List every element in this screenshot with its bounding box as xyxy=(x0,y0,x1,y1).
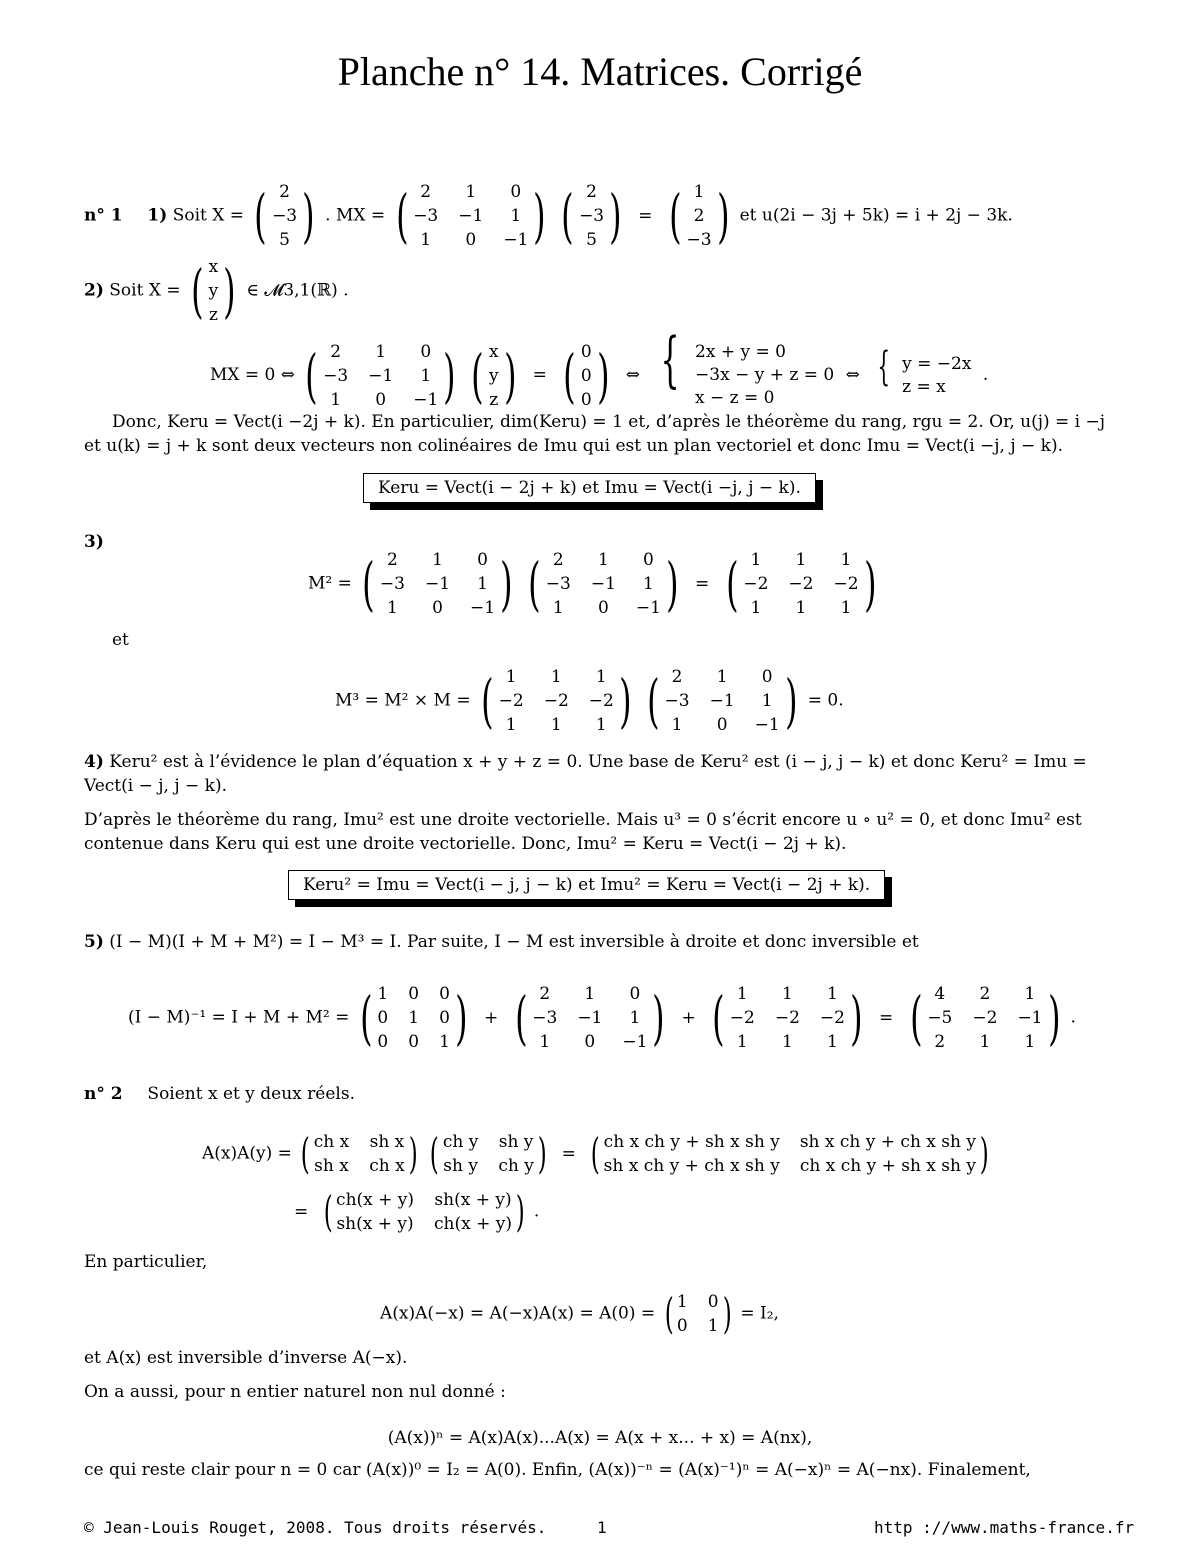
ex2-inv-lhs: A(x)A(−x) = A(−x)A(x) = A(0) = xyxy=(380,1303,656,1324)
vector-mx1: ( 1 2 −3 ) xyxy=(668,182,730,250)
ex1-q2-label: 2) xyxy=(84,280,104,301)
system-1: 2x + y = 0 −3x − y + z = 0 x − z = 0 xyxy=(695,342,835,408)
ex2-product-eq: A(x)A(y) = ( ch x sh x sh x ch x ) ( ch y sh y sh y ch y ) = ( ch x ch y + sh x sh y sh x ch y + ch x sh y sh x ch y + ch x sh y ch x ch y + sh x sh y ) xyxy=(202,1130,992,1178)
footer-copyright: © Jean-Louis Rouget, 2008. Tous droits réservés. xyxy=(84,1518,547,1537)
matrix-Ax: ( ch x sh x sh x ch x ) xyxy=(301,1129,418,1178)
left-brace: { xyxy=(660,325,681,395)
ex2-en-particulier: En particulier, xyxy=(84,1252,208,1272)
equiv-symbol-2: ⇔ xyxy=(845,365,860,385)
matrix-I3: ( 1 0 0 0 1 0 0 0 1 ) xyxy=(359,984,468,1052)
ex2-intro-line xyxy=(84,1082,355,1106)
matrix-M-d: ( 2 1 0 −3 −1 1 1 0 −1 ) xyxy=(514,984,665,1052)
ex1-q2-system: MX = 0 ⇔ ( 2 1 0 −3 −1 1 1 0 −1 ) ( x y z ) = ( 0 0 0 ) ⇔ { 2x + y = 0 −3x − y + z = 0 x − z = 0 ⇔ { y = −2x z = x . xyxy=(210,325,989,410)
vector-xyz: ( x y z ) xyxy=(471,341,517,410)
footer-url[interactable]: http ://www.maths-france.fr xyxy=(874,1518,1135,1537)
et-word: et xyxy=(112,630,129,650)
matrix-M: ( 2 1 0 −3 −1 1 1 0 −1 ) xyxy=(395,182,546,250)
ex2-lhs: A(x)A(y) = xyxy=(202,1143,292,1164)
matrix-M2-b: ( 1 1 1 −2 −2 −2 1 1 1 ) xyxy=(712,984,863,1052)
matrix-inverse: ( 4 2 1 −5 −2 −1 2 1 1 ) xyxy=(909,984,1061,1052)
ex1-label: n° 1 xyxy=(84,205,123,226)
ex1-q2-para1: Donc, Keru = Vect(i −2j + k). En particulier, dim(Keru) = 1 et, d’après le théorème du rang, rgu = 2. Or, u(j) = i −j xyxy=(112,412,1106,432)
vector-x1: ( 2 −3 5 ) xyxy=(254,182,315,250)
ex2-pow-eq: (A(x))ⁿ = A(x)A(x)...A(x) = A(x + x... + x) = A(nx), xyxy=(387,1428,813,1448)
left-brace-2: { xyxy=(877,344,891,390)
ex1-q3-label: 3) xyxy=(84,532,104,552)
ex1-q5-label: 5) xyxy=(84,932,104,952)
system-2: y = −2x z = x xyxy=(902,353,972,397)
result-box-1: Keru = Vect(i − 2j + k) et Imu = Vect(i −j, j − k). xyxy=(363,473,816,503)
ex1-q4-text1: Keru² est à l’évidence le plan d’équation x + y + z = 0. Une base de Keru² est (i − j, j − k) et donc Keru² = Imu = xyxy=(109,752,1087,772)
footer-page-number: 1 xyxy=(597,1518,607,1537)
ex1-q1-conclusion: et u(2i − 3j + 5k) = i + 2j − 3k. xyxy=(739,205,1013,226)
matrix-M2-repeat: ( 1 1 1 −2 −2 −2 1 1 1 ) xyxy=(481,667,632,735)
ex2-pow-last: ce qui reste clair pour n = 0 car (A(x))⁰ = I₂ = A(0). Enfin, (A(x))⁻ⁿ = (A(x)⁻¹)ⁿ = A(−x)ⁿ = A(−nx). Finalement, xyxy=(84,1460,1031,1480)
M2-equation xyxy=(308,548,881,620)
inverse-equation: (I − M)⁻¹ = I + M + M² = ( 1 0 0 0 1 0 0 0 1 ) + ( 2 1 0 −3 −1 1 1 0 −1 ) + ( 1 1 1 −2 −2 −2 1 1 1 ) = ( 4 2 1 −5 −2 −1 2 1 1 ) . xyxy=(128,984,1076,1052)
ex1-q4-line1 xyxy=(84,750,1087,774)
matrix-product: ( ch x ch y + sh x sh y sh x ch y + ch x sh y sh x ch y + ch x sh y ch x ch y + sh x sh y ) xyxy=(590,1129,989,1178)
matrix-M-q2: ( 2 1 0 −3 −1 1 1 0 −1 ) xyxy=(305,341,456,410)
ex1-q1-label: 1) xyxy=(147,205,168,226)
page-title: Planche n° 14. Matrices. Corrigé xyxy=(337,49,863,94)
ex2-label: n° 2 xyxy=(84,1084,123,1104)
ex1-q4-line3: D’après le théorème du rang, Imu² est une droite vectorielle. Mais u³ = 0 s’écrit encore u ∘ u² = 0, et donc Imu² est xyxy=(84,810,1082,830)
equals-M2: = xyxy=(695,573,710,594)
matrix-sum: ( ch(x + y) sh(x + y) sh(x + y) ch(x + y) ) xyxy=(323,1187,525,1236)
ex2-pow-intro: On a aussi, pour n entier naturel non nul donné : xyxy=(84,1382,506,1402)
inverse-lhs: (I − M)⁻¹ = I + M + M² = xyxy=(128,1007,350,1028)
matrix-Ay: ( ch y sh y sh y ch y ) xyxy=(430,1129,547,1178)
ex1-q2-text: Soit X = xyxy=(109,280,181,301)
equals-sign: = xyxy=(638,205,653,226)
matrix-M-c: ( 2 1 0 −3 −1 1 1 0 −1 ) xyxy=(646,667,798,735)
M2-lhs: M² = xyxy=(308,573,352,594)
ex1-q2-para2: et u(k) = j + k sont deux vecteurs non colinéaires de Imu qui est un plan vectoriel et donc Imu = Vect(i −j, j − k). xyxy=(84,436,1064,456)
vector-x1-repeat: ( 2 −3 5 ) xyxy=(561,182,622,250)
equals-inv: = xyxy=(879,1007,894,1028)
matrix-M2: ( 1 1 1 −2 −2 −2 1 1 1 ) xyxy=(725,550,877,618)
ex1-q1-mx: . MX = xyxy=(325,205,386,226)
ex2-sum-eq: = ( ch(x + y) sh(x + y) sh(x + y) ch(x + y) ) . xyxy=(294,1187,540,1236)
matrix-M-a: ( 2 1 0 −3 −1 1 1 0 −1 ) xyxy=(362,550,513,618)
ex1-q2-line xyxy=(84,255,349,327)
ex1-q4-line2: Vect(i − j, j − k). xyxy=(84,776,227,796)
ex1-q4-label: 4) xyxy=(84,752,104,772)
vector-zero: ( 0 0 0 ) xyxy=(563,341,610,410)
vector-xgen: ( x y z ) xyxy=(191,257,236,325)
ex2-intro: Soient x et y deux réels. xyxy=(147,1084,355,1104)
equiv-symbol: ⇔ xyxy=(625,365,641,385)
ex1-q5-line xyxy=(84,930,919,954)
ex2-inv-text: et A(x) est inversible d’inverse A(−x). xyxy=(84,1348,408,1368)
ex1-q1-text: Soit X = xyxy=(172,205,245,226)
ex1-q5-text: (I − M)(I + M + M²) = I − M³ = I. Par suite, I − M est inversible à droite et donc inversible et xyxy=(109,932,919,952)
matrix-M-b: ( 2 1 0 −3 −1 1 1 0 −1 ) xyxy=(528,550,679,618)
ex1-q1-line xyxy=(84,180,1013,252)
ex1-q2-space: ∈ 𝓜3,1(ℝ) . xyxy=(246,280,349,301)
M3-rhs: = 0. xyxy=(807,690,844,711)
M3-equation xyxy=(335,665,844,737)
equals-sign-q2: = xyxy=(532,365,547,385)
vector-x1-grid: 2 −3 5 xyxy=(272,182,298,250)
ex2-inv-rhs: = I₂, xyxy=(740,1303,779,1324)
ex1-q2-eq-lhs: MX = 0 ⇔ xyxy=(210,365,296,385)
M3-lhs: M³ = M² × M = xyxy=(335,690,471,711)
matrix-I2: ( 1 0 0 1 ) xyxy=(664,1289,732,1338)
result-box-2: Keru² = Imu = Vect(i − j, j − k) et Imu² = Keru = Vect(i − 2j + k). xyxy=(288,870,885,900)
ex2-inverse-eq xyxy=(380,1290,779,1338)
ex1-q4-line4: contenue dans Keru qui est une droite vectorielle. Donc, Imu² = Keru = Vect(i − 2j + k). xyxy=(84,834,847,854)
